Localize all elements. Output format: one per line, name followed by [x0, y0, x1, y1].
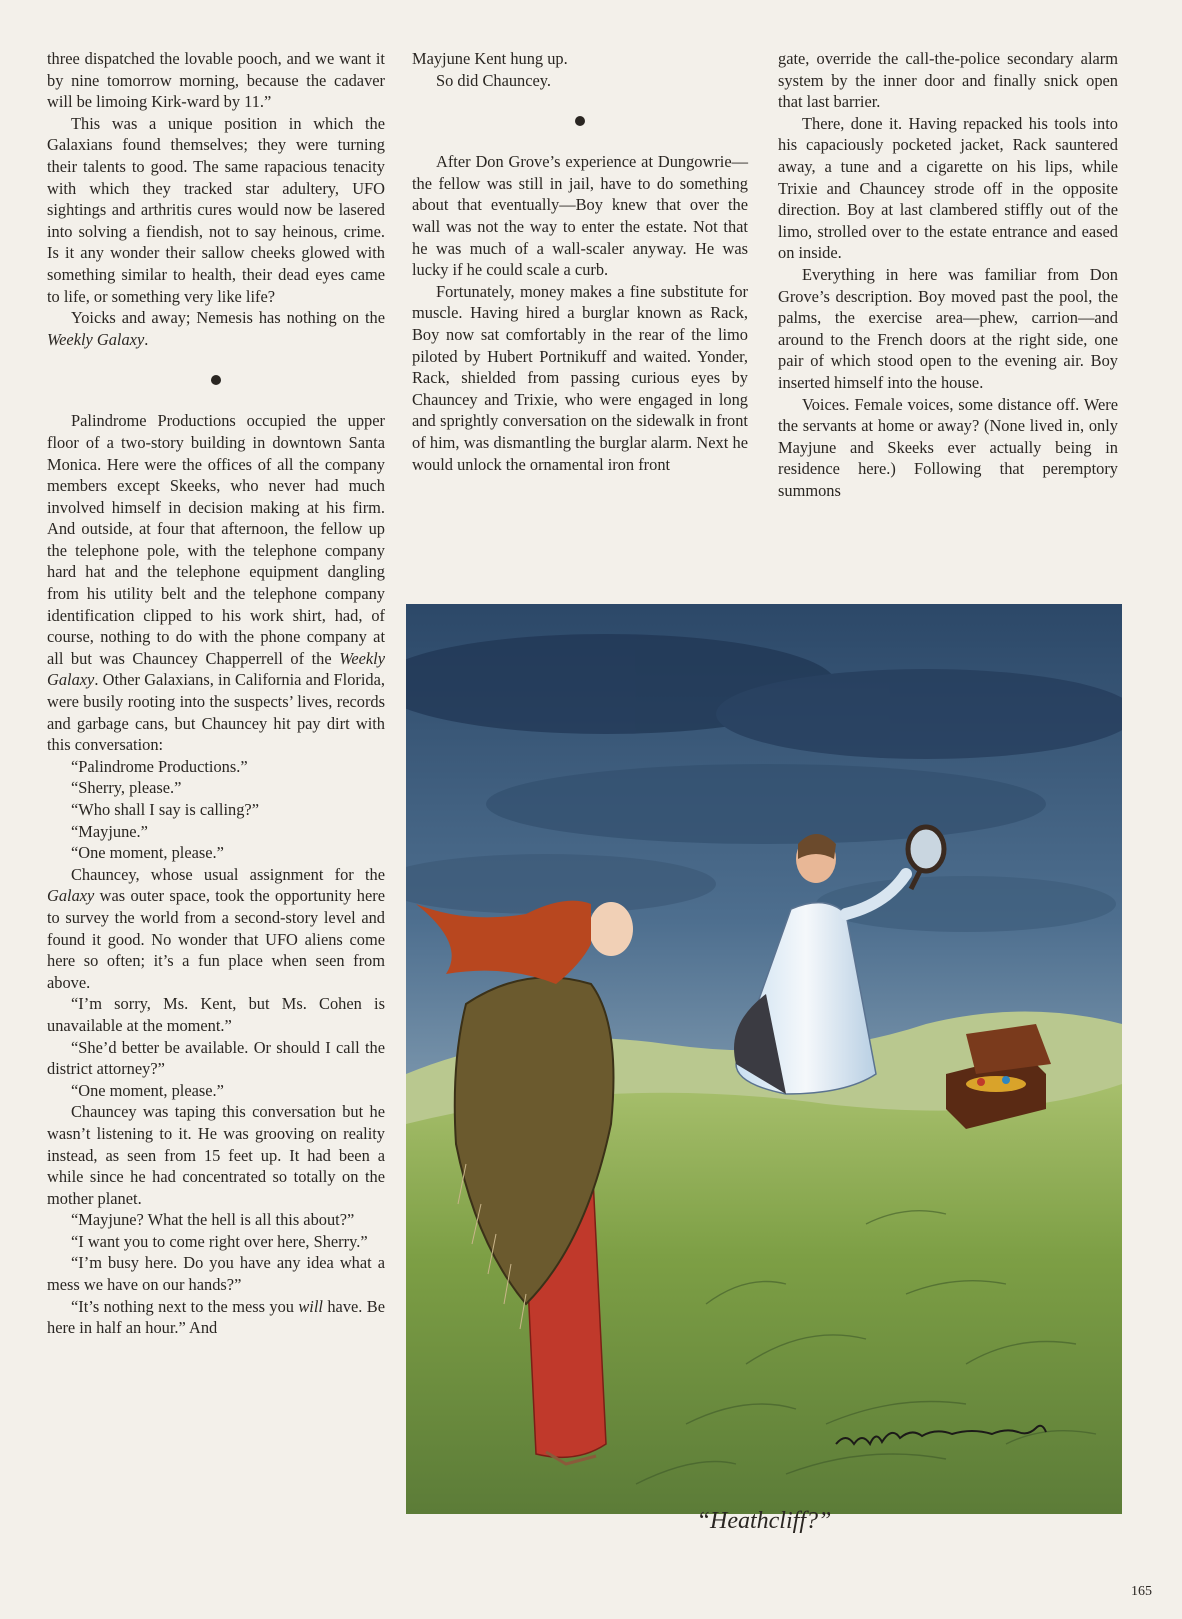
page-number: 165 [1131, 1584, 1152, 1599]
paragraph: Voices. Female voices, some distance off. Were the servants at home or away? (None lived in, only Mayjune and Skeeks ever actually being in residence here.) Following that peremptory summons [778, 394, 1118, 500]
dialogue-line: “Sherry, please.” [71, 778, 182, 798]
paragraph: Chauncey was taping this conversation but he wasn’t listening to it. He was grooving on reality instead, as seen from 15 feet up. It had been a while since he had concentrated so totally on the mother planet. [47, 1102, 385, 1208]
dialogue-line: “Mayjune? What the hell is all this about?” [71, 1210, 355, 1230]
dialogue-line: “Mayjune.” [71, 821, 148, 841]
paragraph: three dispatched the lovable pooch, and we want it by nine tomorrow morning, because the cadaver will be limoing Kirk-ward by 11.” [47, 49, 385, 112]
cartoon-caption: “Heathcliff?” [696, 1508, 832, 1534]
paragraph: Fortunately, money makes a fine substitute for muscle. Having hired a burglar known as Rack, Boy now sat comfortably in the rear of the limo piloted by Hubert Portnikuff and waited. Yonder, Rack, shielded from passing curious eyes by Chauncey and Trixie, who were engaged in long and sprightly conversation on the sidewalk in front of him, was dismantling the burglar alarm. Next he would unlock the ornamental iron front [412, 281, 748, 474]
paragraph: After Don Grove’s experience at Dungowrie—the fellow was still in jail, have to do something about that eventually—Boy knew that over the wall was not the way to enter the estate. Not that he was much of a wall-scaler anyway. He was lucky if he could scale a curb. [412, 152, 748, 280]
bullet-separator [211, 375, 221, 385]
paragraph: gate, override the call-the-police secondary alarm system by the inner door and finally snick open that last barrier. [778, 49, 1118, 112]
dialogue-line: “Who shall I say is calling?” [71, 800, 259, 819]
paragraph: This was a unique position in which the Galaxians found themselves; they were turning their talents to good. The same rapacious tenacity with which they tracked star adultery, UFO sightings and arthritis cures would now be lasered into solving a fiendish, not to say heinous, crime. Is it any wonder their sallow cheeks glowed with something similar to health, their dead eyes came to life, or something very like life? [47, 113, 385, 306]
dialogue-line: “I’m sorry, Ms. Kent, but Ms. Cohen is unavailable at the moment.” [47, 994, 385, 1035]
paragraph: Mayjune Kent hung up. [412, 49, 568, 68]
cartoon-illustration [406, 604, 1122, 1514]
section-break [412, 91, 748, 151]
hand-mirror [908, 827, 944, 871]
text-column-1 [47, 48, 385, 1339]
dialogue-line: “One moment, please.” [71, 843, 224, 863]
bullet-separator [575, 116, 585, 126]
paragraph: Everything in here was familiar from Don Grove’s description. Boy moved past the pool, the palms, the exercise area—phew, carrion—and around to the French doors at the right side, one pair of which stood open to the evening air. Boy inserted himself into the house. [778, 264, 1118, 392]
cartoon-artwork [406, 604, 1122, 1514]
paragraph: Chauncey, whose usual assignment for the Galaxy was outer space, took the opportunity here to survey the world from a second-story level and found it good. No wonder that UFO aliens come here so often; it’s a fun place when seen from above. [47, 864, 385, 992]
section-break [47, 350, 385, 410]
dialogue-line: “Palindrome Productions.” [71, 756, 248, 776]
dialogue-line: “I’m busy here. Do you have any idea what a mess we have on our hands?” [47, 1253, 385, 1295]
dialogue-line: “It’s nothing next to the mess you will have. Be here in half an hour.” And [47, 1296, 385, 1338]
paragraph: There, done it. Having repacked his tools into his capaciously pocketed jacket, Rack sauntered away, a tune and a cigarette on his lips, while Trixie and Chauncey strode off in the opposite direction. Boy at last clambered stiffly out of the limo, strolled over to the estate entrance and eased on inside. [778, 113, 1118, 263]
dialogue-line: “One moment, please.” [71, 1080, 224, 1100]
paragraph: So did Chauncey. [436, 70, 552, 90]
dialogue-line: “I want you to come right over here, Sherry.” [71, 1231, 368, 1251]
paragraph: Yoicks and away; Nemesis has nothing on the Weekly Galaxy. [47, 308, 385, 349]
text-column-2 [412, 48, 748, 475]
paragraph: Palindrome Productions occupied the upper floor of a two-story building in downtown Santa Monica. Here were the offices of all the company members except Skeeks, who never had much involved himself in decision making at his firm. And outside, at four that afternoon, the fellow up the telephone pole, with the telephone company hard hat and the telephone equipment dangling from his utility belt and the telephone company identification clipped to his work shirt, had, of course, nothing to do with the phone company at all but was Chauncey Chapperrell of the Weekly Galaxy. Other Galaxians, in California and Florida, were busily rooting into the suspects’ lives, records and garbage cans, but Chauncey hit pay dirt with this conversation: [47, 411, 385, 755]
dialogue-line: “She’d better be available. Or should I call the district attorney?” [47, 1037, 385, 1079]
text-column-3 [778, 48, 1118, 501]
